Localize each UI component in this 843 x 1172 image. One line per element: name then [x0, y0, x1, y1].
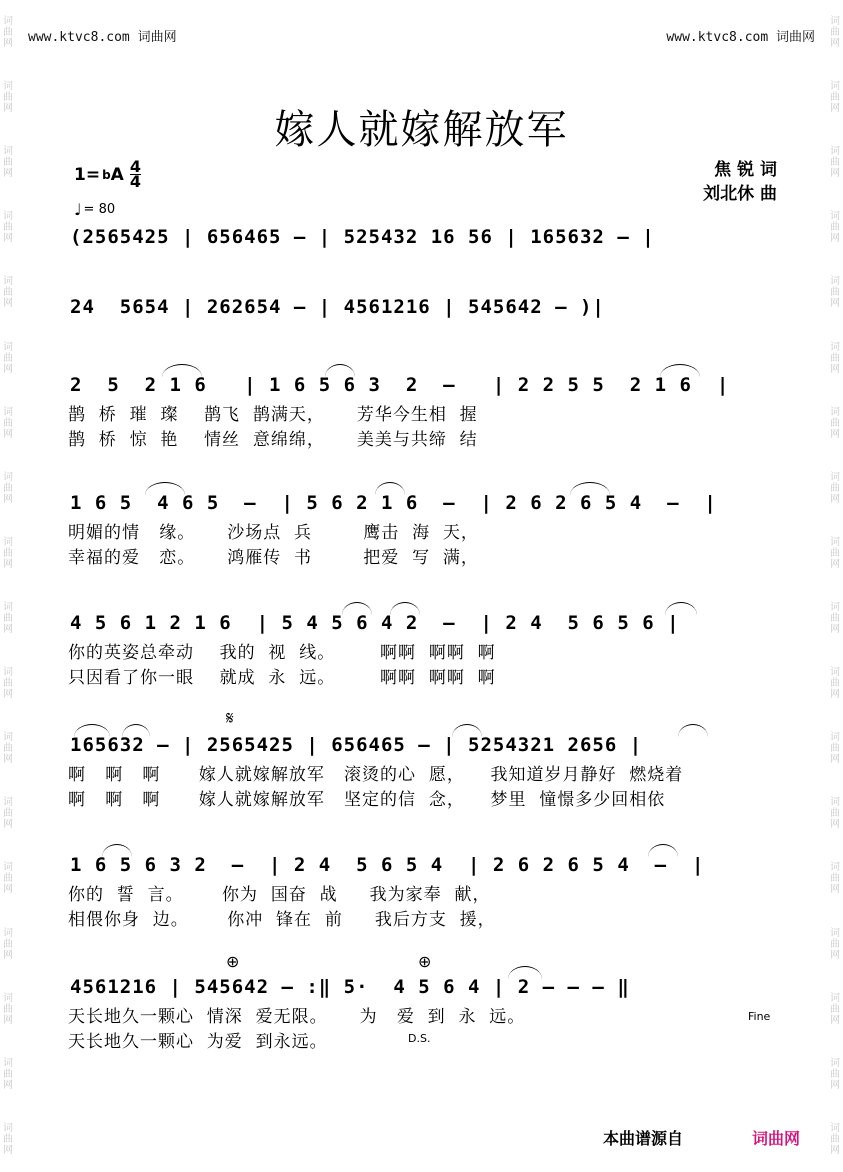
notation-text: 4561216 | 545642 – :‖ 5· 4 5 6 4 | 2 – – – ‖: [70, 976, 630, 998]
lyric-text: 天长地久一颗心 情深 爱无限。 为 爱 到 永 远。: [68, 1007, 526, 1027]
watermark-text: 词曲网: [830, 81, 840, 115]
notation-text: (2565425 | 656465 – | 525432 16 56 | 165632 – |: [70, 226, 655, 248]
score-system-2: [60, 292, 782, 322]
flat-symbol: b: [102, 167, 111, 182]
watermark-text: 词曲网: [3, 211, 13, 245]
left-watermark-strip: [0, 0, 16, 1172]
notation-row: [60, 488, 782, 518]
watermark-text: 词曲网: [830, 1057, 840, 1091]
lyric-text: 你的英姿总牵动 我的 视 线。 啊啊 啊啊 啊: [68, 643, 496, 663]
watermark-text: 词曲网: [830, 602, 840, 636]
notation-row: [60, 608, 782, 638]
notation-text: 165632 – | 2565425 | 656465 – | 5254321 2656 |: [70, 734, 643, 756]
notation-text: 1 6 5 4 6 5 – | 5 6 2 1 6 – | 2 6 2 6 5 4 – |: [70, 492, 717, 514]
notation-row: [60, 370, 782, 400]
footer-source-text: 本曲谱源自: [603, 1129, 684, 1148]
credits: [703, 158, 777, 206]
time-signature: [129, 157, 141, 191]
time-denominator: 4: [129, 172, 141, 191]
lyric-text: 你的 誓 言。 你为 国奋 战 我为家奉 献，: [68, 885, 491, 905]
watermark-text: 词曲网: [3, 602, 13, 636]
lyric-line-1: [60, 880, 782, 905]
tempo-marking: [74, 200, 115, 219]
watermark-text: 词曲网: [830, 211, 840, 245]
notation-row: [60, 850, 782, 880]
site-url-right[interactable]: www.ktvc8.com 词曲网: [666, 30, 815, 45]
composer-credit: 刘北休 曲: [703, 184, 777, 204]
key-signature: [74, 157, 141, 191]
lyric-text: 天长地久一颗心 为爱 到永远。: [68, 1032, 328, 1052]
song-title: 嫁人就嫁解放军: [274, 107, 569, 153]
watermark-text: 词曲网: [3, 341, 13, 375]
watermark-text: 词曲网: [3, 797, 13, 831]
watermark-text: 词曲网: [3, 862, 13, 896]
lyric-text: 只因看了你一眼 就成 永 远。 啊啊 啊啊 啊: [68, 668, 496, 688]
key-label: 1=: [74, 164, 101, 185]
site-url-left[interactable]: www.ktvc8.com 词曲网: [28, 30, 177, 45]
quarter-note-icon: ♩: [74, 200, 82, 219]
watermark-text: 词曲网: [3, 1057, 13, 1091]
segno-mark: 𝄋: [226, 708, 234, 729]
watermark-text: 词曲网: [3, 471, 13, 505]
watermark-text: 词曲网: [830, 146, 840, 180]
watermark-text: 词曲网: [830, 16, 840, 50]
time-numerator: 4: [129, 157, 141, 176]
watermark-text: 词曲网: [830, 276, 840, 310]
watermark-text: 词曲网: [830, 536, 840, 570]
watermark-text: 词曲网: [3, 927, 13, 961]
lyric-line-2: [60, 425, 782, 450]
lyric-line-2: [60, 543, 782, 568]
lyric-line-2: [60, 785, 782, 810]
watermark-text: 词曲网: [830, 992, 840, 1026]
lyric-line-1: [60, 518, 782, 543]
score-system-6: [60, 730, 782, 810]
score-system-7: [60, 850, 782, 930]
notation-row: [60, 222, 782, 252]
watermark-text: 词曲网: [830, 1122, 840, 1156]
coda-mark: ⊕: [418, 952, 432, 971]
lyricist-credit: 焦 锐 词: [714, 160, 777, 180]
lyric-line-2: [60, 663, 782, 688]
watermark-text: 词曲网: [3, 146, 13, 180]
lyric-text: 鹊 桥 惊 艳 情丝 意绵绵， 美美与共缔 结: [68, 430, 478, 450]
notation-text: 4 5 6 1 2 1 6 | 5 4 5 6 4 2 – | 2 4 5 6 5 6 |: [70, 612, 680, 634]
watermark-text: 词曲网: [830, 471, 840, 505]
footer-brand[interactable]: 词曲网: [752, 1129, 801, 1148]
lyric-text: 相偎你身 边。 你冲 锋在 前 我后方支 援，: [68, 910, 496, 930]
lyric-text: 明媚的情 缘。 沙场点 兵 鹰击 海 天，: [68, 523, 479, 543]
lyric-text: 幸福的爱 恋。 鸿雁传 书 把爱 写 满，: [68, 548, 479, 568]
ds-mark: D.S.: [408, 1032, 431, 1045]
notation-text: 1 6 5 6 3 2 – | 2 4 5 6 5 4 | 2 6 2 6 5 4 – |: [70, 854, 705, 876]
watermark-text: 词曲网: [3, 992, 13, 1026]
key-tonic: A: [110, 164, 124, 185]
watermark-text: 词曲网: [3, 406, 13, 440]
watermark-text: 词曲网: [3, 16, 13, 50]
score-system-4: [60, 488, 782, 568]
watermark-text: 词曲网: [830, 797, 840, 831]
tempo-text: = 80: [83, 202, 116, 217]
lyric-text: 啊 啊 啊 嫁人就嫁解放军 滚烫的心 愿， 我知道岁月静好 燃烧着: [68, 765, 684, 785]
notation-row: [60, 730, 782, 760]
score-system-8: [60, 972, 782, 1052]
lyric-line-1: [60, 400, 782, 425]
watermark-text: 词曲网: [830, 406, 840, 440]
watermark-text: 词曲网: [3, 667, 13, 701]
watermark-text: 词曲网: [3, 1122, 13, 1156]
watermark-text: 词曲网: [830, 862, 840, 896]
notation-text: 24 5654 | 262654 – | 4561216 | 545642 – )|: [70, 296, 605, 318]
lyric-text: 啊 啊 啊 嫁人就嫁解放军 坚定的信 念， 梦里 憧憬多少回相依: [68, 790, 666, 810]
watermark-text: 词曲网: [830, 667, 840, 701]
lyric-line-2: [60, 905, 782, 930]
watermark-text: 词曲网: [830, 732, 840, 766]
lyric-line-1: [60, 638, 782, 663]
watermark-text: 词曲网: [3, 536, 13, 570]
notation-row: [60, 292, 782, 322]
notation-row: [60, 972, 782, 1002]
score-system-3: [60, 370, 782, 450]
watermark-text: 词曲网: [830, 341, 840, 375]
watermark-text: 词曲网: [3, 276, 13, 310]
coda-mark: ⊕: [226, 952, 240, 971]
watermark-text: 词曲网: [830, 927, 840, 961]
right-watermark-strip: [827, 0, 843, 1172]
lyric-line-1: [60, 760, 782, 785]
lyric-line-1: [60, 1002, 782, 1027]
fine-mark: Fine: [748, 1010, 771, 1023]
watermark-text: 词曲网: [3, 81, 13, 115]
score-system-1: [60, 222, 782, 252]
score-system-5: [60, 608, 782, 688]
lyric-text: 鹊 桥 璀 璨 鹊飞 鹊满天， 芳华今生相 握: [68, 405, 478, 425]
notation-text: 2 5 2 1 6 | 1 6 5 6 3 2 – | 2 2 5 5 2 1 6 |: [70, 374, 730, 396]
watermark-text: 词曲网: [3, 732, 13, 766]
